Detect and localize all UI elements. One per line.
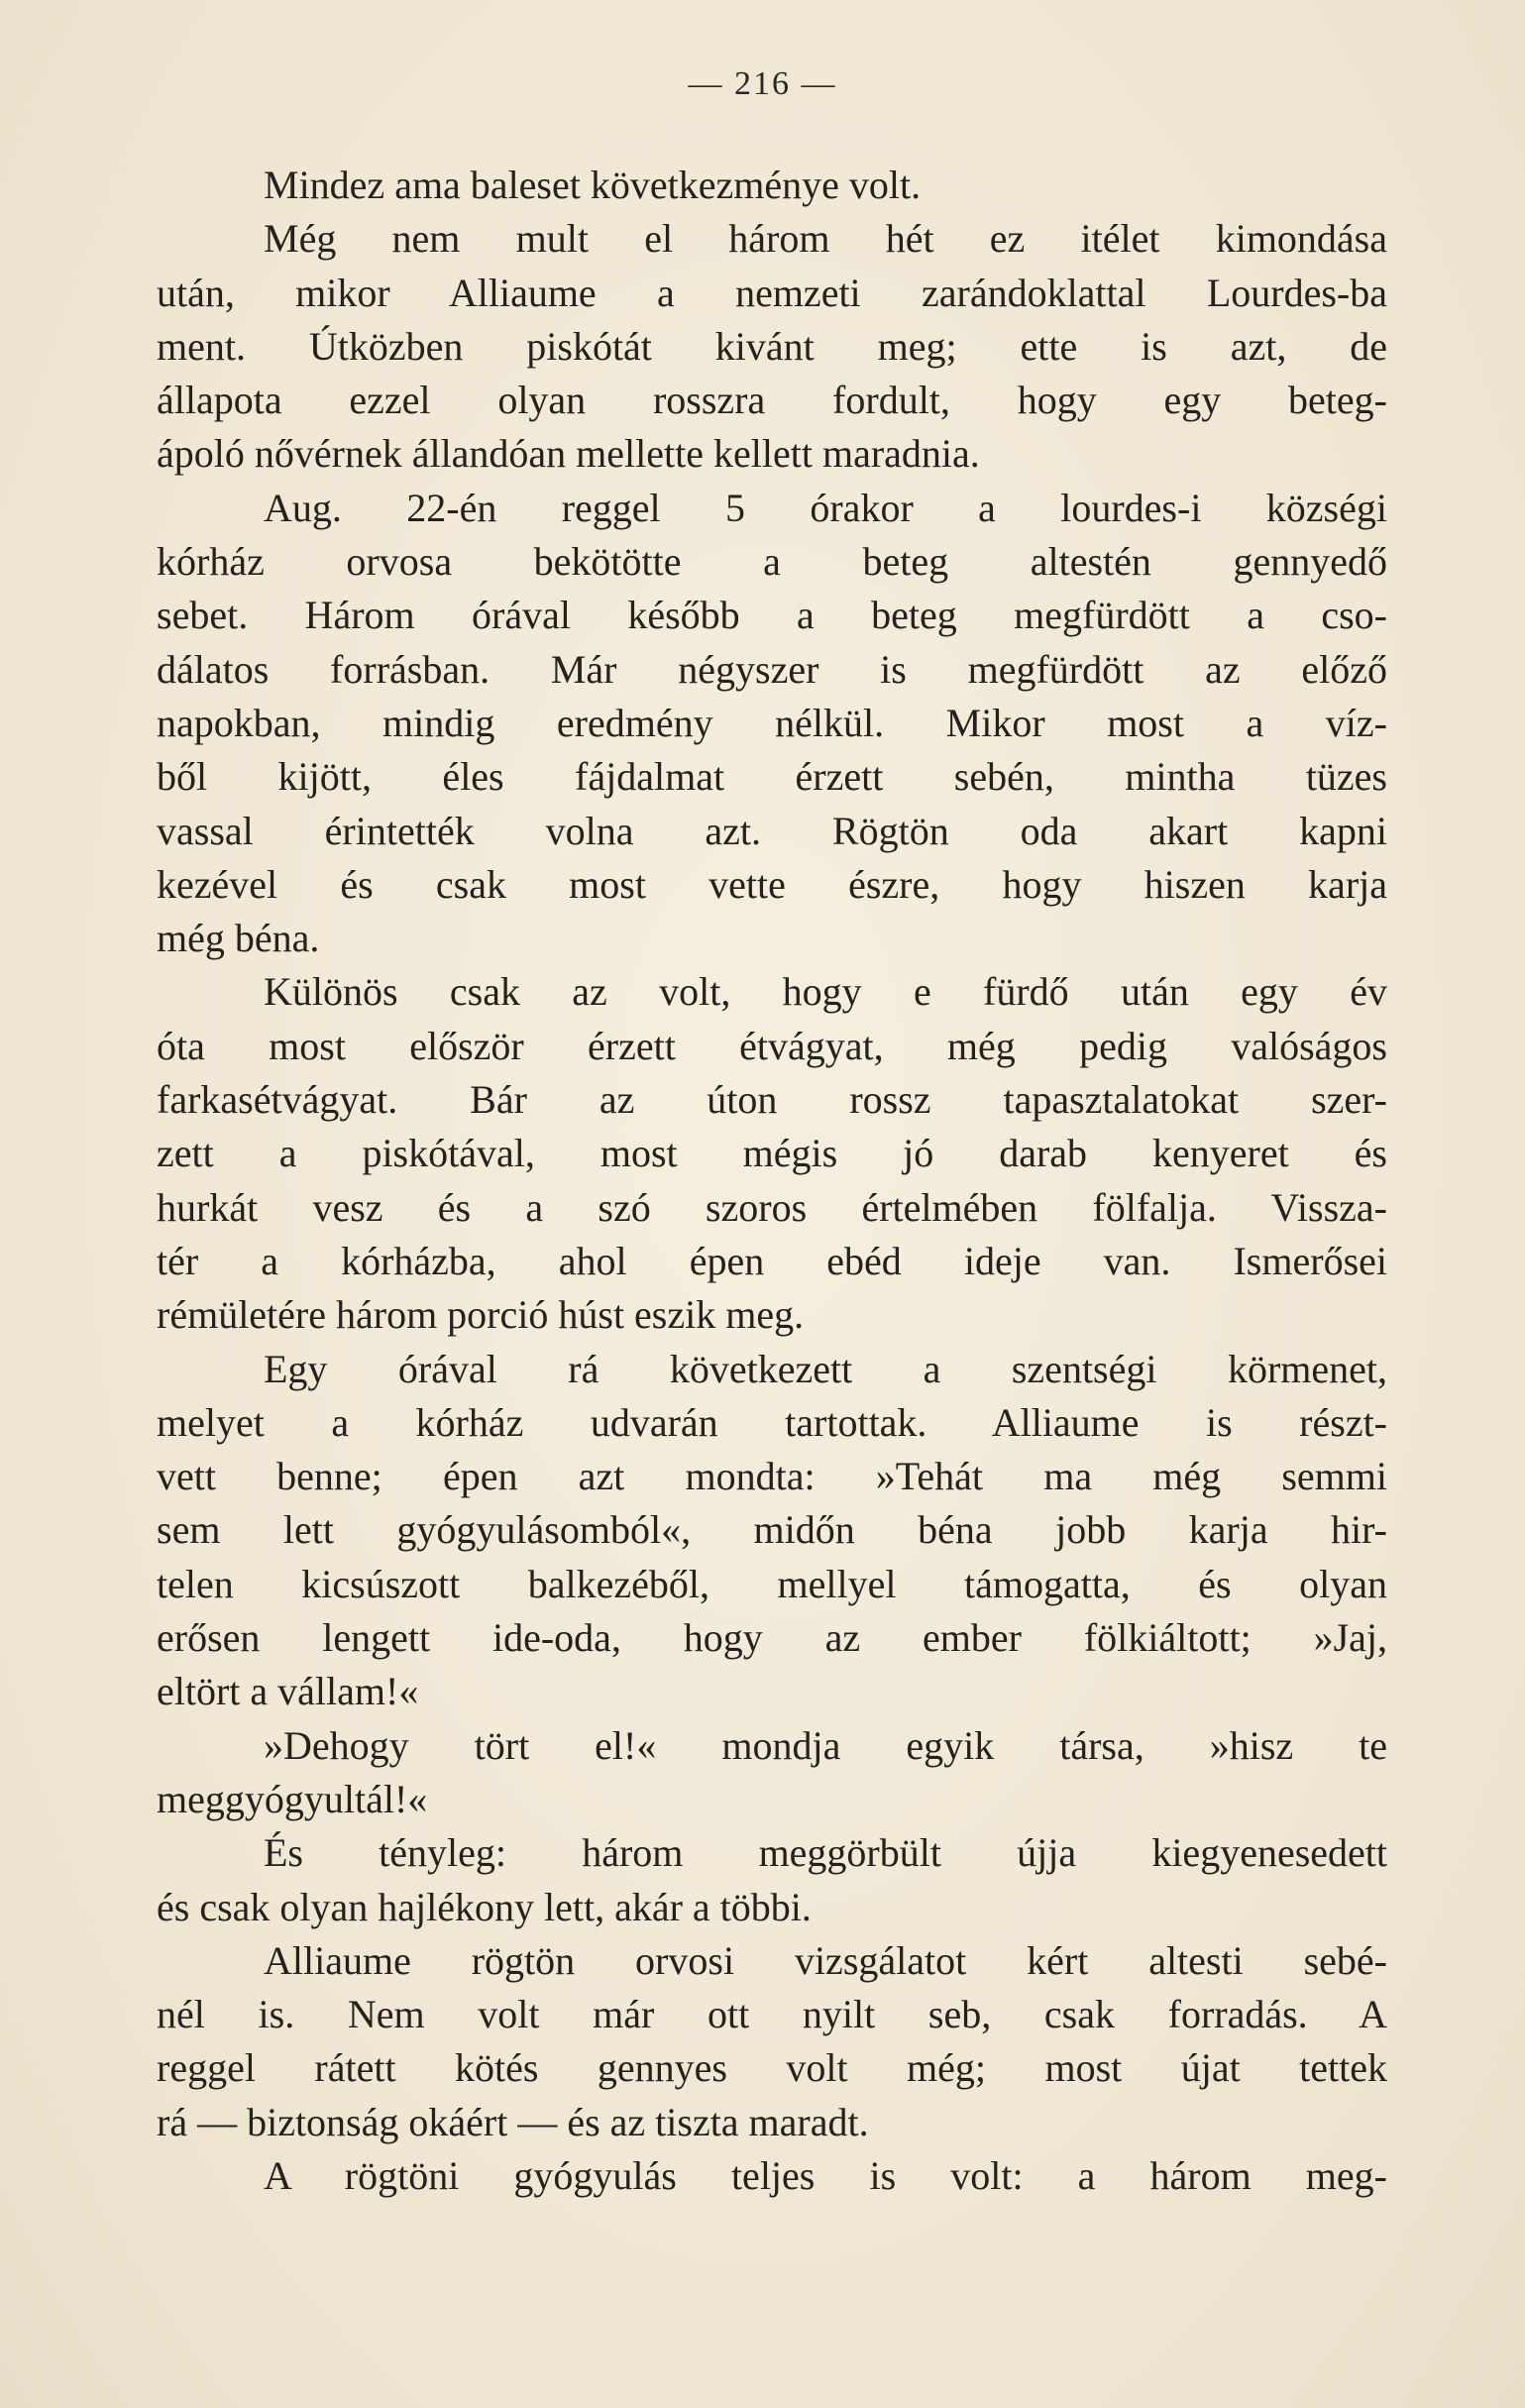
text-line: zett a piskótával, most mégis jó darab kenyeret és xyxy=(157,1131,1387,1176)
text-line: ből kijött, éles fájdalmat érzett sebén, mintha tüzes xyxy=(157,754,1387,800)
text-line: ment. Útközben piskótát kivánt meg; ette is azt, de xyxy=(157,323,1387,369)
text-line: És tényleg: három meggörbült újja kiegyenesedett xyxy=(264,1830,1387,1876)
text-line: telen kicsúszott balkezéből, mellyel támogatta, és olyan xyxy=(157,1561,1387,1606)
text-line: Különös csak az volt, hogy e fürdő után egy év xyxy=(264,969,1387,1015)
page-number: — 216 — xyxy=(688,65,837,102)
text-line: rá — biztonság okáért — és az tiszta maradt. xyxy=(157,2099,869,2144)
text-line: ápoló nővérnek állandóan mellette kellett maradnia. xyxy=(157,431,980,477)
text-line: Alliaume rögtön orvosi vizsgálatot kért altesti sebé- xyxy=(264,1937,1387,1983)
text-line: A rögtöni gyógyulás teljes is volt: a három meg- xyxy=(264,2152,1387,2198)
text-line: még béna. xyxy=(157,916,320,961)
text-line: reggel rátett kötés gennyes volt még; most újat tettek xyxy=(157,2045,1387,2091)
text-line: vassal érintették volna azt. Rögtön oda akart kapni xyxy=(157,808,1387,853)
text-line: farkasétvágyat. Bár az úton rossz tapasztalatokat szer- xyxy=(157,1077,1387,1123)
text-line: Még nem mult el három hét ez itélet kimondása xyxy=(264,216,1387,262)
text-line: sebet. Három órával később a beteg megfürdött a cso- xyxy=(157,593,1387,638)
text-line: rémületére három porció húst eszik meg. xyxy=(157,1292,805,1338)
text-line: Aug. 22-én reggel 5 órakor a lourdes-i községi xyxy=(264,485,1387,530)
text-line: nél is. Nem volt már ott nyilt seb, csak forradás. A xyxy=(157,1992,1387,2037)
text-line: kezével és csak most vette észre, hogy hiszen karja xyxy=(157,861,1387,907)
text-line: Mindez ama baleset következménye volt. xyxy=(264,163,922,207)
text-line: kórház orvosa bekötötte a beteg altestén gennyedő xyxy=(157,539,1387,585)
text-line: után, mikor Alliaume a nemzeti zarándoklattal Lourdes-ba xyxy=(157,270,1387,315)
text-line: »Dehogy tört el!« mondja egyik társa, »hisz te xyxy=(264,1722,1387,1768)
text-line: óta most először érzett étvágyat, még pedig valóságos xyxy=(157,1023,1387,1068)
text-line: melyet a kórház udvarán tartottak. Alliaume is részt- xyxy=(157,1399,1387,1445)
text-line: és csak olyan hajlékony lett, akár a többi. xyxy=(157,1884,812,1929)
text-line: Egy órával rá következett a szentségi körmenet, xyxy=(264,1346,1387,1391)
text-line: állapota ezzel olyan rosszra fordult, hogy egy beteg- xyxy=(157,378,1387,423)
text-line: sem lett gyógyulásomból«, midőn béna jobb karja hir- xyxy=(157,1507,1387,1553)
text-line: meggyógyultál!« xyxy=(157,1776,428,1821)
text-line: napokban, mindig eredmény nélkül. Mikor most a víz- xyxy=(157,700,1387,745)
text-line: hurkát vesz és a szó szoros értelmében fölfalja. Vissza- xyxy=(157,1184,1387,1230)
text-line: eltört a vállam!« xyxy=(157,1669,419,1714)
body-text xyxy=(157,159,1387,2203)
text-line: tér a kórházba, ahol épen ebéd ideje van. Ismerősei xyxy=(157,1238,1387,1283)
text-line: vett benne; épen azt mondta: »Tehát ma még semmi xyxy=(157,1454,1387,1499)
text-line: erősen lengett ide-oda, hogy az ember fölkiáltott; »Jaj, xyxy=(157,1615,1387,1661)
text-line: dálatos forrásban. Már négyszer is megfürdött az előző xyxy=(157,646,1387,692)
